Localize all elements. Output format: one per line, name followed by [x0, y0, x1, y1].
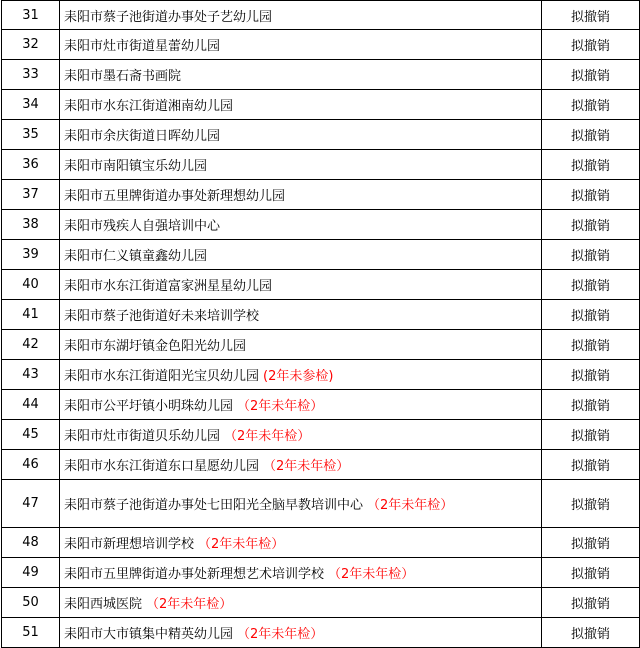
row-number: 49: [2, 558, 60, 588]
row-number: 51: [2, 618, 60, 648]
table-row: [2, 240, 640, 270]
action-cell: 拟撤销: [542, 60, 640, 90]
table-row: [2, 360, 640, 390]
table-row: [2, 270, 640, 300]
institution-name-cell: [60, 528, 542, 558]
row-number: 41: [2, 300, 60, 330]
institution-name: 耒阳市东湖圩镇金色阳光幼儿园: [64, 339, 247, 354]
row-number: 47: [2, 480, 60, 528]
institution-name-cell: [60, 240, 542, 270]
institution-name-cell: [60, 60, 542, 90]
inspection-note: （2年未年检）: [146, 597, 233, 612]
institution-name-cell: [60, 420, 542, 450]
institution-name: 耒阳市灶市街道星蕾幼儿园: [64, 39, 221, 54]
action-cell: 拟撤销: [542, 588, 640, 618]
institution-name: 耒阳市水东江街道湘南幼儿园: [64, 99, 234, 114]
inspection-note: （2年未年检）: [328, 567, 415, 582]
institution-name: 耒阳市余庆街道日晖幼儿园: [64, 129, 221, 144]
row-number: 46: [2, 450, 60, 480]
row-number: 48: [2, 528, 60, 558]
table-row: [2, 618, 640, 648]
institution-name: 耒阳西城医院: [64, 597, 143, 612]
institution-name: 耒阳市仁义镇童鑫幼儿园: [64, 249, 208, 264]
action-cell: 拟撤销: [542, 240, 640, 270]
action-cell: 拟撤销: [542, 300, 640, 330]
table-row: [2, 558, 640, 588]
institution-name-cell: [60, 1, 542, 30]
institution-name: 耒阳市蔡子池街道好未来培训学校: [64, 309, 260, 324]
row-number: 43: [2, 360, 60, 390]
institution-name-cell: [60, 390, 542, 420]
row-number: 50: [2, 588, 60, 618]
institution-name-cell: [60, 618, 542, 648]
action-cell: 拟撤销: [542, 558, 640, 588]
institution-name-cell: [60, 30, 542, 60]
action-cell: 拟撤销: [542, 360, 640, 390]
table-row: [2, 60, 640, 90]
row-number: 44: [2, 390, 60, 420]
row-number: 34: [2, 90, 60, 120]
institution-name: 耒阳市墨石斋书画院: [64, 69, 182, 84]
table-row: [2, 210, 640, 240]
action-cell: 拟撤销: [542, 1, 640, 30]
action-cell: 拟撤销: [542, 420, 640, 450]
institution-name-cell: [60, 558, 542, 588]
action-cell: 拟撤销: [542, 180, 640, 210]
institution-name: 耒阳市新理想培训学校: [64, 537, 195, 552]
action-cell: 拟撤销: [542, 150, 640, 180]
table-row: [2, 420, 640, 450]
row-number: 42: [2, 330, 60, 360]
inspection-note: （2年未年检）: [198, 537, 285, 552]
row-number: 32: [2, 30, 60, 60]
action-cell: 拟撤销: [542, 120, 640, 150]
inspection-note: （2年未年检）: [224, 429, 311, 444]
institution-name: 耒阳市南阳镇宝乐幼儿园: [64, 159, 208, 174]
row-number: 39: [2, 240, 60, 270]
inspection-note: （2年未年检）: [237, 627, 324, 642]
institution-name-cell: [60, 120, 542, 150]
row-number: 37: [2, 180, 60, 210]
table-row: [2, 180, 640, 210]
action-cell: 拟撤销: [542, 450, 640, 480]
action-cell: 拟撤销: [542, 90, 640, 120]
row-number: 36: [2, 150, 60, 180]
institution-name: 耒阳市五里牌街道办事处新理想艺术培训学校: [64, 567, 325, 582]
table-row: [2, 1, 640, 30]
action-cell: 拟撤销: [542, 480, 640, 528]
table-row: [2, 90, 640, 120]
institution-name-cell: [60, 210, 542, 240]
action-cell: 拟撤销: [542, 528, 640, 558]
institution-name: 耒阳市残疾人自强培训中心: [64, 219, 221, 234]
institution-name-cell: [60, 450, 542, 480]
inspection-note: （2年未年检）: [237, 399, 324, 414]
action-cell: 拟撤销: [542, 30, 640, 60]
action-cell: 拟撤销: [542, 210, 640, 240]
table-row: [2, 450, 640, 480]
table-row: [2, 150, 640, 180]
inspection-note: (2年未参检): [263, 369, 334, 384]
institution-name-cell: [60, 90, 542, 120]
inspection-note: （2年未年检）: [367, 498, 454, 513]
institution-table: [1, 0, 640, 648]
row-number: 33: [2, 60, 60, 90]
row-number: 35: [2, 120, 60, 150]
table-row: [2, 390, 640, 420]
institution-name: 耒阳市水东江街道阳光宝贝幼儿园: [64, 369, 260, 384]
row-number: 38: [2, 210, 60, 240]
institution-name-cell: [60, 300, 542, 330]
institution-name-cell: [60, 480, 542, 528]
institution-name: 耒阳市水东江街道东口星愿幼儿园: [64, 459, 260, 474]
institution-name: 耒阳市灶市街道贝乐幼儿园: [64, 429, 221, 444]
institution-name: 耒阳市蔡子池街道办事处子艺幼儿园: [64, 9, 273, 25]
institution-name: 耒阳市蔡子池街道办事处七田阳光全脑早教培训中心: [64, 498, 364, 513]
institution-name-cell: [60, 270, 542, 300]
institution-name-cell: [60, 588, 542, 618]
action-cell: 拟撤销: [542, 618, 640, 648]
institution-name-cell: [60, 330, 542, 360]
table-row: [2, 120, 640, 150]
table-row: [2, 480, 640, 528]
institution-name: 耒阳市大市镇集中精英幼儿园: [64, 627, 234, 642]
institution-name-cell: [60, 150, 542, 180]
table-row: [2, 588, 640, 618]
institution-name: 耒阳市五里牌街道办事处新理想幼儿园: [64, 189, 286, 204]
action-cell: 拟撤销: [542, 330, 640, 360]
table-row: [2, 330, 640, 360]
table-row: [2, 300, 640, 330]
inspection-note: （2年未年检）: [263, 459, 350, 474]
table-row: [2, 528, 640, 558]
institution-name-cell: [60, 180, 542, 210]
institution-name-cell: [60, 360, 542, 390]
action-cell: 拟撤销: [542, 390, 640, 420]
row-number: 31: [2, 1, 60, 30]
institution-name: 耒阳市水东江街道富家洲星星幼儿园: [64, 279, 273, 294]
table-body: [2, 1, 640, 648]
row-number: 45: [2, 420, 60, 450]
row-number: 40: [2, 270, 60, 300]
institution-name: 耒阳市公平圩镇小明珠幼儿园: [64, 399, 234, 414]
action-cell: 拟撤销: [542, 270, 640, 300]
table-row: [2, 30, 640, 60]
